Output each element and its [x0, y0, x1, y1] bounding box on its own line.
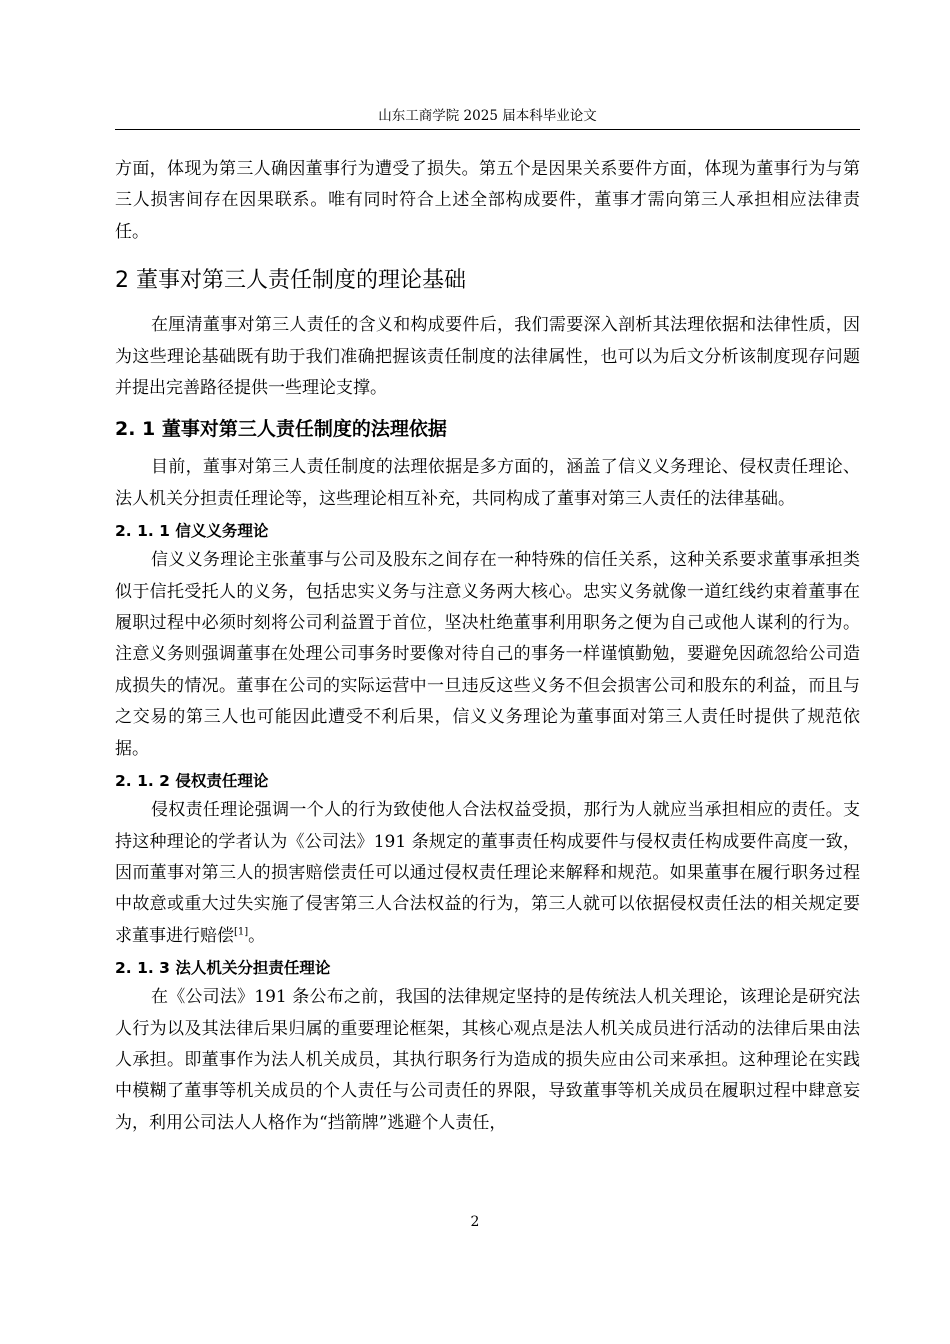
section-2-1-2-heading: 2. 1. 2 侵权责任理论	[115, 772, 269, 791]
running-header: 山东工商学院 2025 届本科毕业论文	[378, 108, 597, 124]
section-2-1-2-paragraph	[115, 795, 860, 952]
section-2-1-2-text: 侵权责任理论强调一个人的行为致使他人合法权益受损，那行为人就应当承担相应的责任。支持这种理论的学者认为《公司法》191 条规定的董事责任构成要件与侵权责任构成要件高度一致，因而董事对第三人的损害赔偿责任可以通过侵权责任理论来解释和规范。如果董事在履行职务过程中故意或重大过失实施了侵害第三人合法权益的行为，第三人就可以依据侵权责任法的相关规定要求董事进行赔偿	[115, 800, 860, 946]
section-2-1-paragraph: 目前，董事对第三人责任制度的法理依据是多方面的，涵盖了信义义务理论、侵权责任理论、法人机关分担责任理论等，这些理论相互补充，共同构成了董事对第三人责任的法律基础。	[115, 457, 860, 509]
section-2-1-1-paragraph: 信义义务理论主张董事与公司及股东之间存在一种特殊的信任关系，这种关系要求董事承担类似于信托受托人的义务，包括忠实义务与注意义务两大核心。忠实义务就像一道红线约束着董事在履职过程中必须时刻将公司利益置于首位，坚决杜绝董事利用职务之便为自己或他人谋利的行为。注意义务则强调董事在处理公司事务时要像对待自己的事务一样谨慎勤勉，要避免因疏忽给公司造成损失的情况。董事在公司的实际运营中一旦违反这些义务不但会损害公司和股东的利益，而且与之交易的第三人也可能因此遭受不利后果，信义义务理论为董事面对第三人责任时提供了规范依据。	[115, 550, 860, 759]
page-number: 2	[470, 1214, 480, 1230]
section-2-1-heading: 2. 1 董事对第三人责任制度的法理依据	[115, 418, 447, 441]
document-body	[115, 154, 860, 1139]
section-2-1-2-ending: 。	[248, 925, 266, 946]
header-rule	[115, 129, 860, 130]
section-2-paragraph: 在厘清董事对第三人责任的含义和构成要件后，我们需要深入剖析其法理依据和法律性质，因为这些理论基础既有助于我们准确把握该责任制度的法律属性，也可以为后文分析该制度现存问题并提出完善路径提供一些理论支撑。	[115, 315, 860, 399]
section-2-1-3-paragraph: 在《公司法》191 条公布之前，我国的法律规定坚持的是传统法人机关理论，该理论是研究法人行为以及其法律后果归属的重要理论框架，其核心观点是法人机关成员进行活动的法律后果由法人承担。即董事作为法人机关成员，其执行职务行为造成的损失应由公司来承担。这种理论在实践中模糊了董事等机关成员的个人责任与公司责任的界限，导致董事等机关成员在履职过程中肆意妄为，利用公司法人人格作为“挡箭牌”逃避个人责任，	[115, 987, 860, 1133]
citation-reference[interactable]: [1]	[234, 926, 249, 938]
section-2-heading: 2 董事对第三人责任制度的理论基础	[115, 268, 466, 294]
section-2-1-1-heading: 2. 1. 1 信义义务理论	[115, 522, 269, 541]
section-2-1-3-heading: 2. 1. 3 法人机关分担责任理论	[115, 959, 331, 978]
intro-paragraph: 方面，体现为第三人确因董事行为遭受了损失。第五个是因果关系要件方面，体现为董事行为与第三人损害间存在因果联系。唯有同时符合上述全部构成要件，董事才需向第三人承担相应法律责任。	[115, 159, 860, 242]
